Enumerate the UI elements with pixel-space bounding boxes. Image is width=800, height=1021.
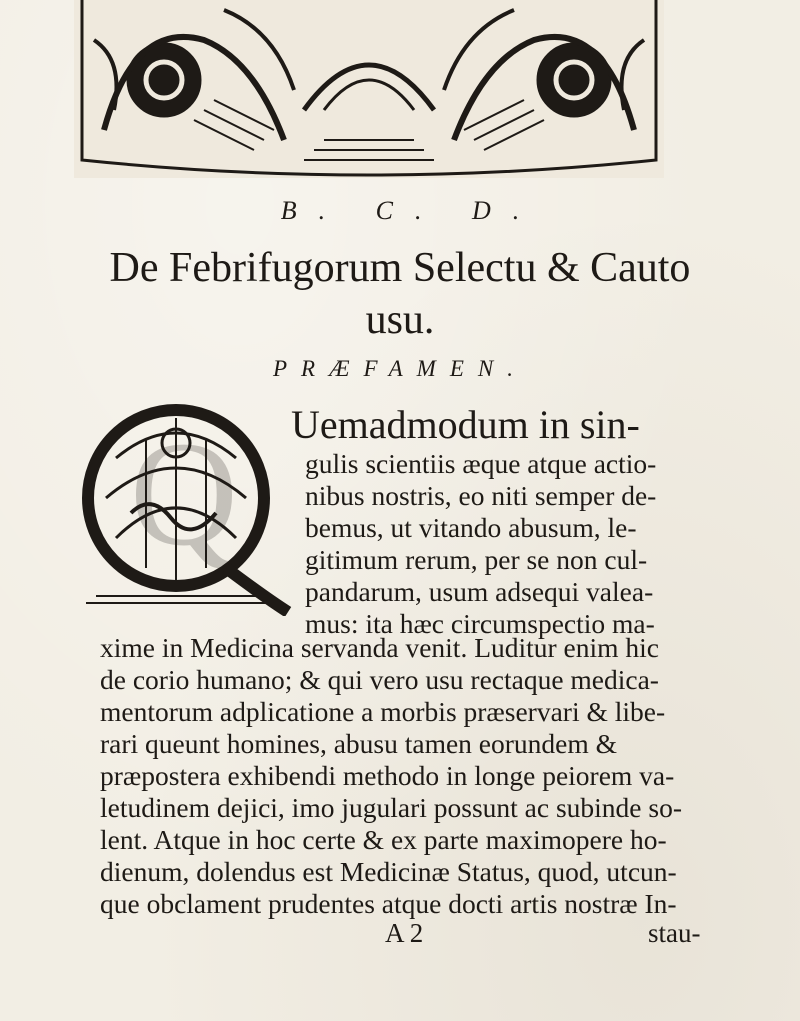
signature-line: B. C. D. (280, 196, 542, 225)
first-line-text: Uemadmodum in sin- (291, 402, 640, 447)
text-line: xime in Medicina servanda venit. Luditur enim hic (100, 632, 660, 663)
text-line: gulis scientiis æque atque actio- (305, 448, 657, 479)
text-line: mentorum adplicatione a morbis præservari & libe- (100, 696, 666, 727)
ornamental-headpiece (74, 0, 664, 178)
title-line-1: De Febrifugorum Selectu & Cauto (109, 245, 691, 291)
catchword: stau- (648, 918, 701, 948)
text-line: gitimum rerum, per se non cul- (305, 544, 648, 575)
text-line: lent. Atque in hoc certe & ex parte maximopere ho- (100, 824, 667, 855)
text-line: rari queunt homines, abusu tamen eorundem & (100, 728, 618, 759)
text-line: præpostera exhibendi methodo in longe peiorem va- (100, 760, 675, 791)
text-line: dienum, dolendus est Medicinæ Status, quod, utcun- (100, 856, 677, 887)
title-line-2: usu. (365, 297, 435, 343)
text-line: letudinem dejici, imo jugulari possunt ac subinde so- (100, 792, 682, 823)
signature-mark: A 2 (385, 918, 424, 948)
text-line: mus: ita hæc circumspectio ma- (305, 608, 655, 639)
text-line: bemus, ut vitando abusum, le- (305, 512, 637, 543)
decorated-initial-q (76, 398, 294, 616)
text-line: de corio humano; & qui vero usu rectaque medica- (100, 664, 659, 695)
section-heading: PRÆFAMEN. (273, 356, 527, 381)
text-line: nibus nostris, eo niti semper de- (305, 480, 657, 511)
initial-letter: Q (129, 411, 239, 577)
text-line: pandarum, usum adsequi valea- (305, 576, 654, 607)
text-line: que obclament prudentes atque docti artis nostræ In- (100, 888, 677, 919)
